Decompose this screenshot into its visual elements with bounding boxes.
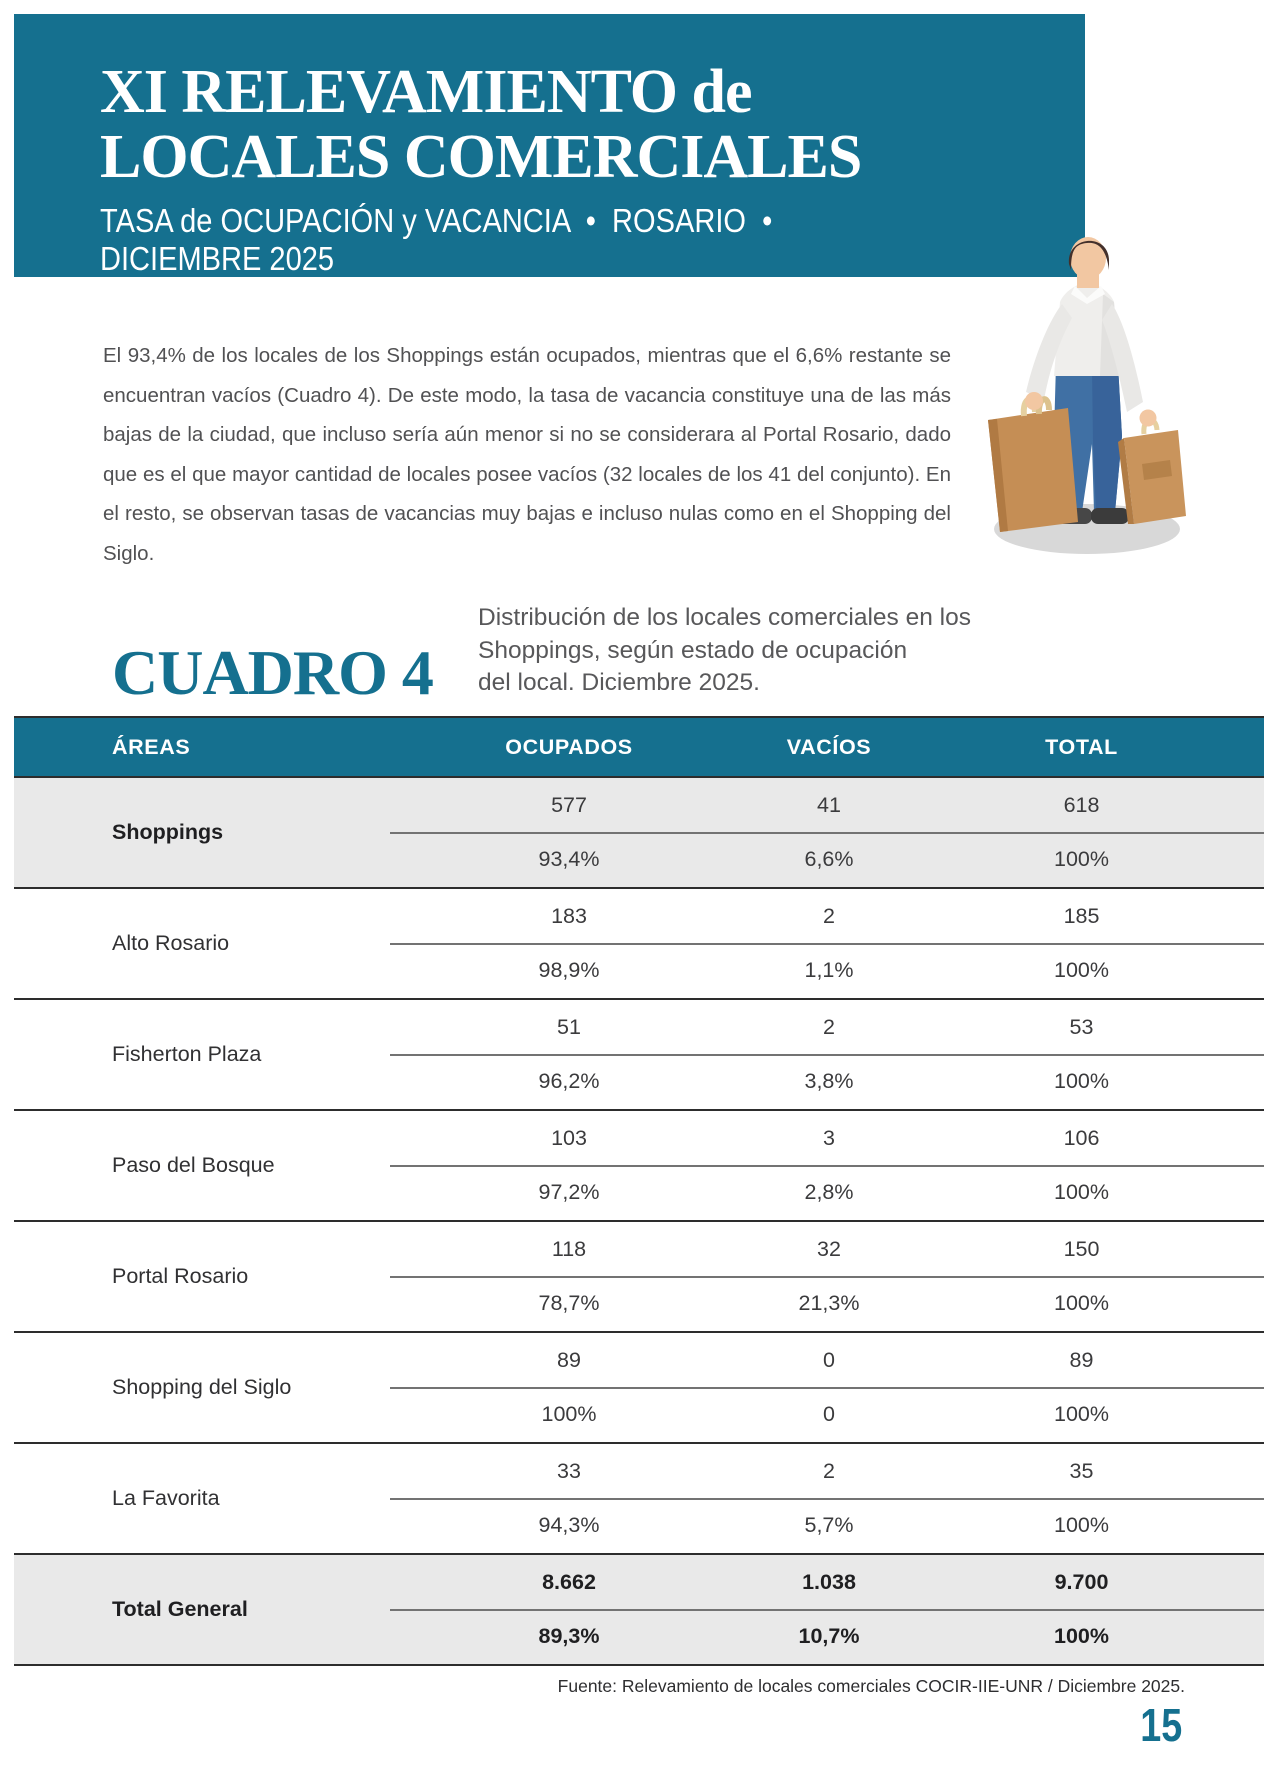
total-pct: 100% <box>1054 1402 1109 1427</box>
ocupados-pct: 98,9% <box>538 958 600 983</box>
shoe-right <box>1091 508 1129 524</box>
vacios-pct: 6,6% <box>804 847 854 872</box>
total-count: 35 <box>1069 1458 1094 1483</box>
table-row-group <box>14 1553 1264 1664</box>
table-row-group <box>14 1331 1264 1442</box>
row-divider <box>390 1387 1264 1389</box>
area-label: Portal Rosario <box>112 1264 249 1288</box>
table-row-group <box>14 887 1264 998</box>
column-header-areas: ÁREAS <box>112 734 191 759</box>
vacios-pct: 2,8% <box>804 1180 854 1205</box>
cuadro-description-line3: del local. Diciembre 2025. <box>478 669 760 696</box>
total-pct: 100% <box>1054 1513 1109 1538</box>
vacios-pct: 10,7% <box>798 1624 860 1649</box>
ocupados-count: 118 <box>551 1236 587 1261</box>
table-body <box>14 776 1264 1664</box>
row-divider <box>390 1165 1264 1167</box>
total-count: 106 <box>1063 1125 1100 1150</box>
column-header-vacios: VACÍOS <box>786 734 872 759</box>
shopper-illustration <box>972 224 1190 558</box>
vacios-count: 2 <box>823 1458 835 1483</box>
table-row-group <box>14 1442 1264 1553</box>
row-divider <box>390 832 1264 834</box>
ocupados-pct: 94,3% <box>538 1513 600 1538</box>
report-subtitle: TASA de OCUPACIÓN y VACANCIA • ROSARIO • DICIEMBRE 2025 <box>100 202 789 277</box>
vacios-pct: 1,1% <box>804 958 854 983</box>
ocupados-pct: 100% <box>541 1402 597 1427</box>
report-title <box>100 60 1065 190</box>
total-pct: 100% <box>1054 1069 1109 1094</box>
hand-right <box>1025 392 1043 410</box>
report-title-line1: XI RELEVAMIENTO de <box>100 58 752 126</box>
area-label: Alto Rosario <box>112 931 230 955</box>
ocupados-count: 183 <box>551 903 587 928</box>
vacios-count: 41 <box>817 792 841 817</box>
area-label: Shoppings <box>112 820 224 844</box>
total-count: 185 <box>1063 903 1100 928</box>
row-divider <box>390 943 1264 945</box>
ocupados-count: 103 <box>551 1125 587 1150</box>
cuadro-description-line1: Distribución de los locales comerciales en los <box>478 604 971 631</box>
head-shape <box>1070 237 1106 279</box>
area-label: Fisherton Plaza <box>112 1042 262 1066</box>
area-label: Total General <box>112 1597 248 1621</box>
table-row-group <box>14 1220 1264 1331</box>
ocupados-pct: 93,4% <box>538 847 600 872</box>
vacios-count: 1.038 <box>802 1569 856 1594</box>
report-title-line2: LOCALES COMERCIALES <box>100 123 862 191</box>
vacios-count: 3 <box>823 1125 835 1150</box>
vacios-count: 2 <box>823 1014 835 1039</box>
cuadro-heading: CUADRO 4 <box>112 637 433 708</box>
ocupados-count: 51 <box>557 1014 581 1039</box>
row-divider <box>390 1609 1264 1611</box>
area-label: Paso del Bosque <box>112 1153 275 1177</box>
table-row-group <box>14 998 1264 1109</box>
ocupados-count: 577 <box>551 792 587 817</box>
area-label: Shopping del Siglo <box>112 1375 292 1399</box>
total-count: 9.700 <box>1054 1569 1109 1594</box>
total-count: 618 <box>1063 792 1100 817</box>
column-header-ocupados: OCUPADOS <box>505 734 633 759</box>
table-row-group <box>14 776 1264 887</box>
occupancy-table <box>14 716 1264 1666</box>
area-label: La Favorita <box>112 1486 220 1510</box>
row-divider <box>390 1276 1264 1278</box>
ocupados-count: 8.662 <box>542 1569 596 1594</box>
total-pct: 100% <box>1054 958 1109 983</box>
vacios-pct: 3,8% <box>804 1069 854 1094</box>
total-pct: 100% <box>1054 847 1109 872</box>
ocupados-pct: 96,2% <box>538 1069 600 1094</box>
vacios-count: 2 <box>823 903 835 928</box>
total-count: 53 <box>1069 1014 1094 1039</box>
table-header-row <box>14 716 1264 776</box>
ocupados-pct: 97,2% <box>538 1180 600 1205</box>
hand-left <box>1140 410 1157 427</box>
vacios-count: 32 <box>817 1236 841 1261</box>
total-count: 89 <box>1069 1347 1094 1372</box>
vacios-count: 0 <box>823 1347 835 1372</box>
row-divider <box>390 1498 1264 1500</box>
row-divider <box>390 1054 1264 1056</box>
ocupados-pct: 89,3% <box>538 1624 600 1649</box>
total-pct: 100% <box>1054 1180 1109 1205</box>
source-note: Fuente: Relevamiento de locales comerciales COCIR-IIE-UNR / Diciembre 2025. <box>557 1676 1185 1696</box>
total-count: 150 <box>1063 1236 1100 1261</box>
ocupados-pct: 78,7% <box>538 1291 600 1316</box>
vacios-pct: 21,3% <box>798 1291 860 1316</box>
table-row-group <box>14 1109 1264 1220</box>
column-header-total: TOTAL <box>1045 734 1118 759</box>
intro-paragraph: El 93,4% de los locales de los Shoppings están ocupados, mientras que el 6,6% restante se encuentran vacíos (Cuadro 4). De este modo, la tasa de vacancia constituye una de las más bajas de la ciudad, que incluso sería aún menor si no se considerara al Portal Rosario, dado que es el que mayor cantidad de locales posee vacíos (32 locales de los 41 del conjunto). En el resto, se observan tasas de vacancias muy bajas e incluso nulas como en el Shopping del Siglo. <box>103 344 951 565</box>
ocupados-count: 89 <box>557 1347 581 1372</box>
pants-shade <box>1092 366 1122 512</box>
total-pct: 100% <box>1054 1291 1109 1316</box>
ocupados-count: 33 <box>557 1458 581 1483</box>
vacios-pct: 0 <box>823 1402 835 1427</box>
page-number: 15 <box>1140 1699 1182 1751</box>
header-banner <box>14 14 1085 277</box>
vacios-pct: 5,7% <box>804 1513 854 1538</box>
cuadro-description <box>478 602 1078 700</box>
total-pct: 100% <box>1054 1624 1109 1649</box>
cuadro-description-line2: Shoppings, según estado de ocupación <box>478 636 908 664</box>
column-header-spacer <box>1199 718 1264 776</box>
